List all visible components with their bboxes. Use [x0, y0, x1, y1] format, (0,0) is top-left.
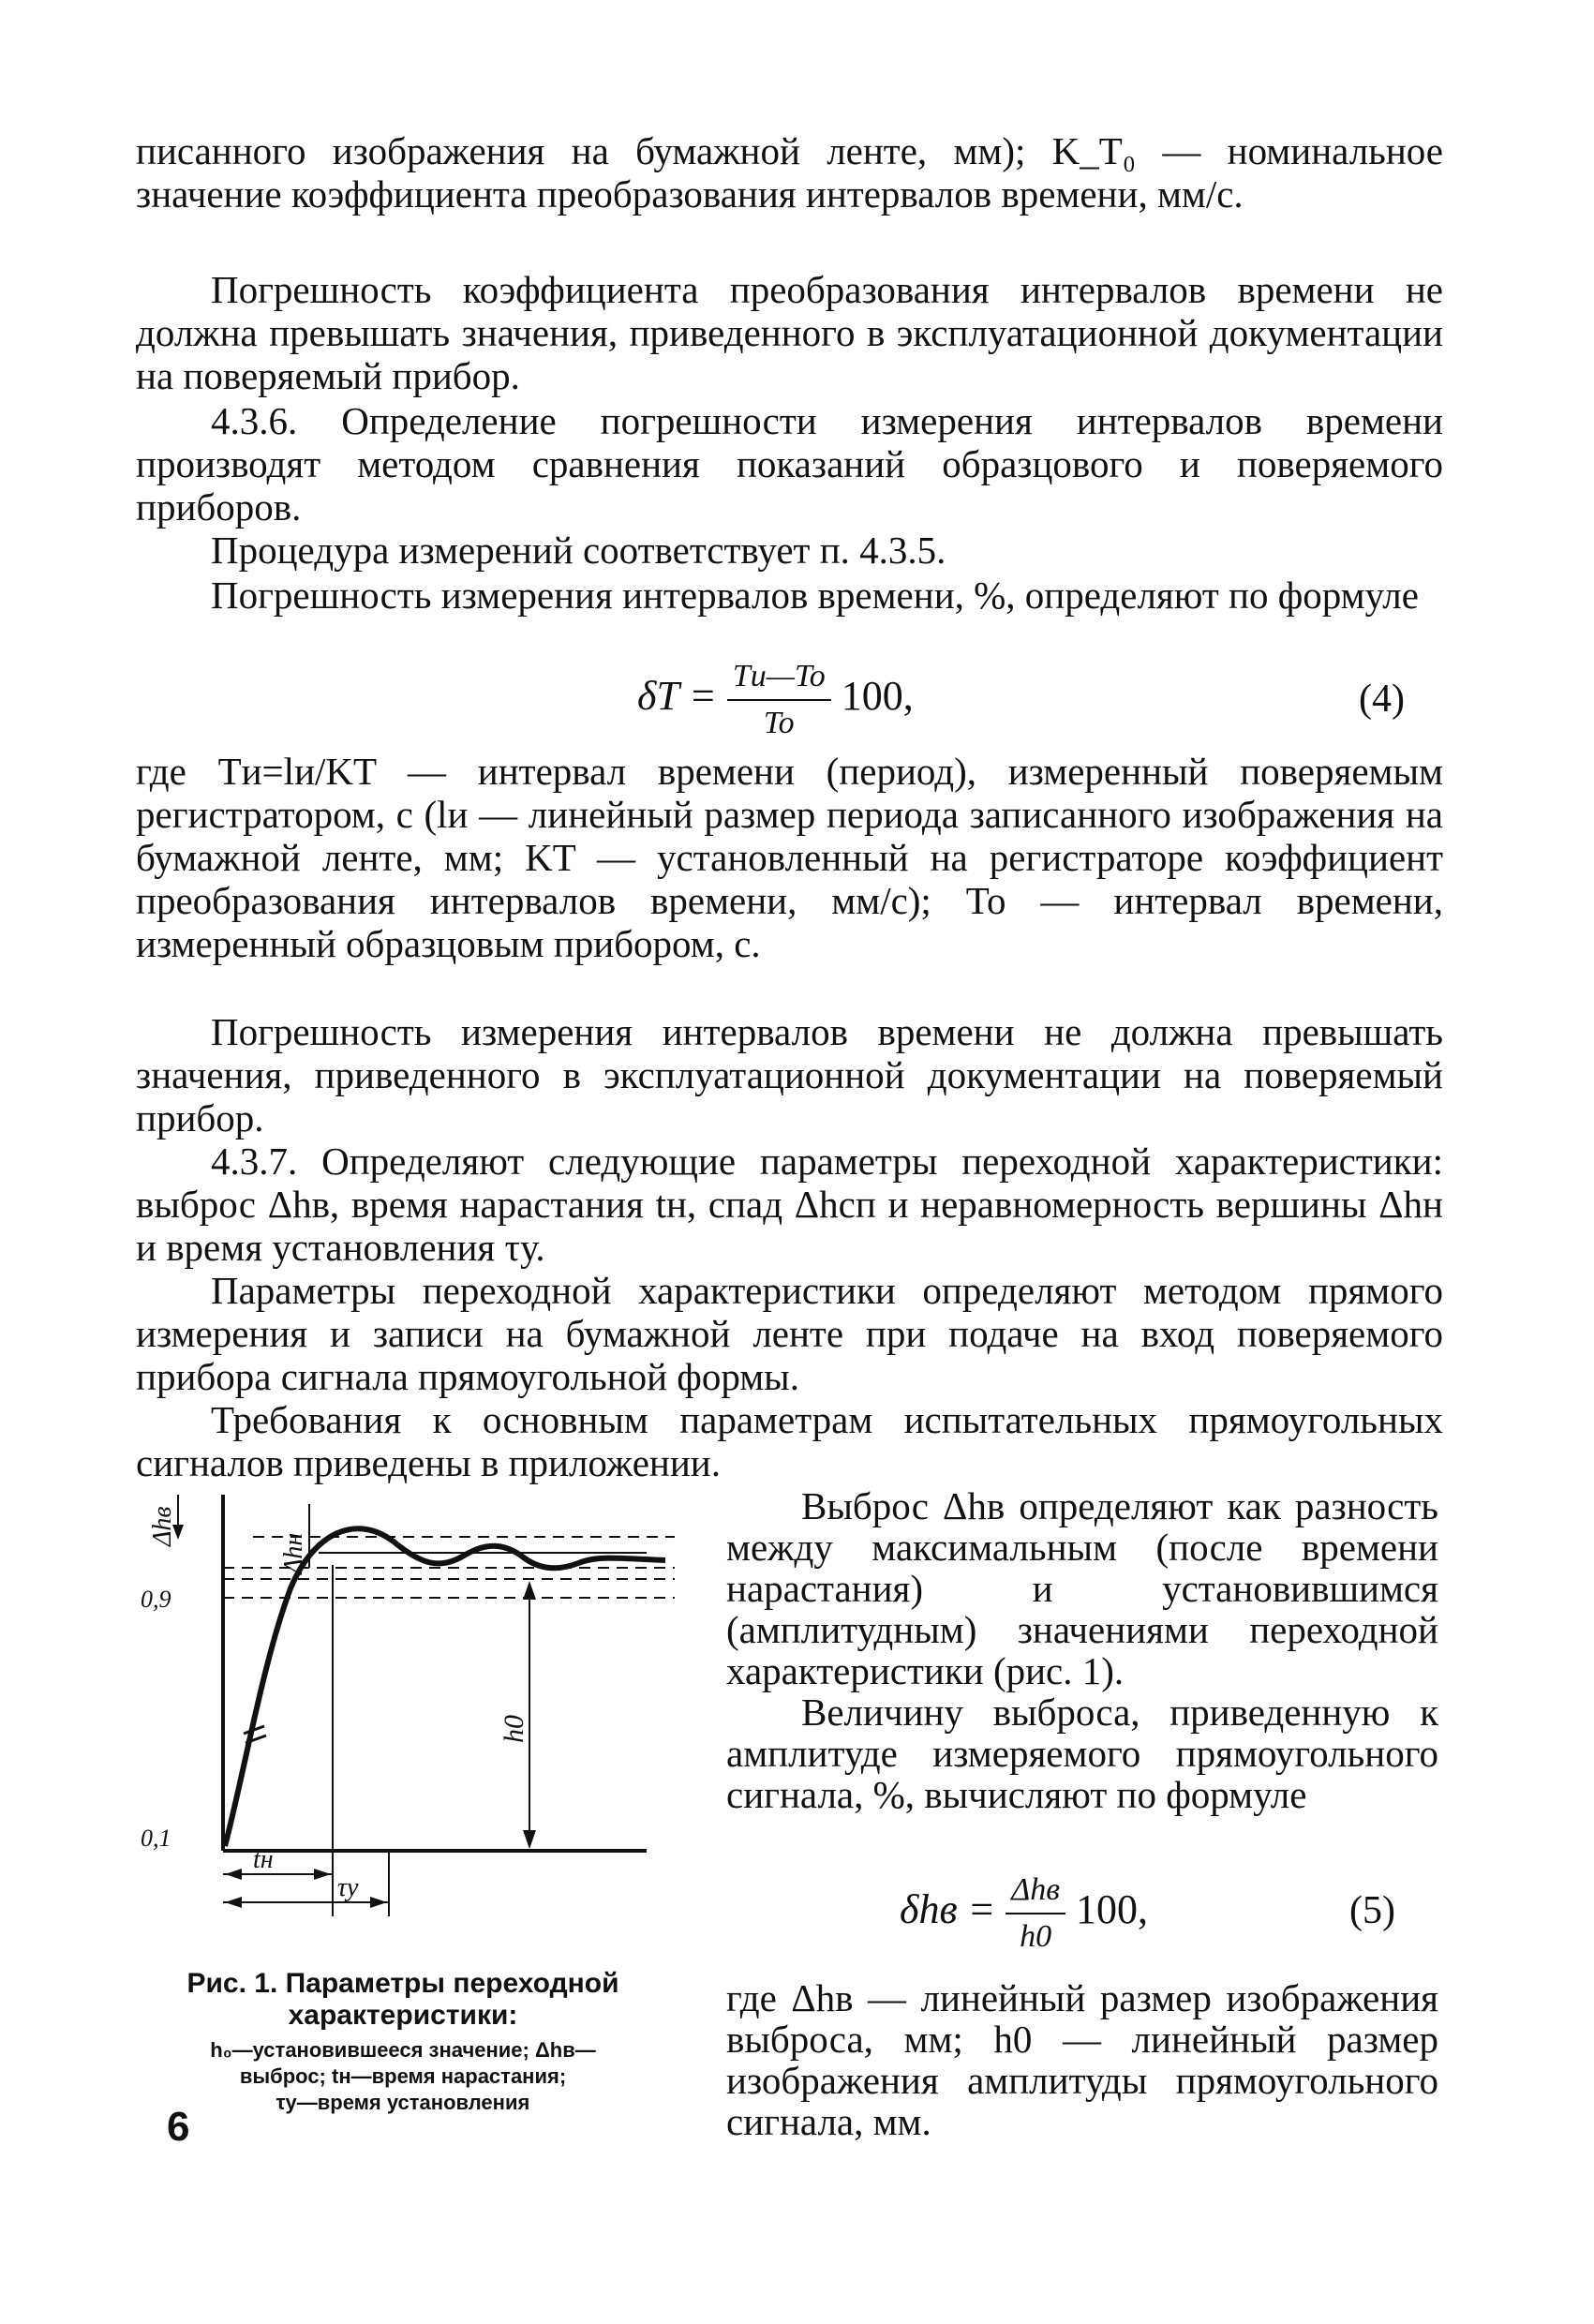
paragraph-6: где Tи=lи/KT — интервал времени (период), измеренный поверяемым регистратором, с (lи — линейный размер периода записанного изображения на бумажной ленте, мм; KT — установленный на регистраторе коэффициент преобразования интервалов времени, мм/с); To — интервал времени, измеренный образцовым прибором, с. — [136, 750, 1443, 965]
transient-response-figure — [141, 1476, 693, 1963]
figure-caption-legend-3: τу—время установления — [276, 2091, 530, 2114]
page-number: 6 — [167, 2104, 190, 2150]
label-01: 0,1 — [141, 1825, 171, 1852]
formula-5-denominator: h0 — [1020, 1919, 1052, 1954]
paragraph-12: Величину выброса, приведенную к амплитуде измеряемого прямоугольного сигнала, %, вычисляют по формуле — [726, 1691, 1438, 1816]
formula-4-rhs: 100, — [841, 673, 914, 720]
paragraph-10: Требования к основным параметрам испытательных прямоугольных сигналов приведены в приложении. — [136, 1398, 1443, 1484]
figure-caption-legend-2: выброс; tн—время нарастания; — [239, 2064, 567, 2088]
formula-4-fraction — [727, 656, 831, 744]
paragraph-2: Погрешность коэффициента преобразования интервалов времени не должна превышать значения, приведенного в эксплуатационной документации на поверяемый прибор. — [136, 268, 1443, 397]
equation-number-5: (5) — [1349, 1889, 1395, 1932]
formula-5 — [900, 1870, 1148, 1958]
label-ty: τy — [337, 1873, 359, 1902]
h0-arrow-bottom — [523, 1830, 536, 1849]
figure-caption-title: Рис. 1. Параметры переходной характеристики: — [186, 1968, 619, 2031]
equation-number-4: (4) — [1359, 678, 1405, 721]
formula-4-denominator: To — [763, 706, 795, 740]
figure-caption — [150, 1968, 656, 2116]
formula-4-numerator: Tи—To — [727, 656, 831, 701]
formula-5-lhs: δhв = — [900, 1886, 996, 1933]
label-09: 0,9 — [141, 1586, 171, 1613]
label-tn: tн — [253, 1845, 274, 1874]
formula-4 — [637, 656, 914, 744]
paragraph-3: 4.3.6. Определение погрешности измерения интервалов времени производят методом сравнения показаний образцового и поверяемого приборов. — [136, 399, 1443, 529]
ty-arrow-left — [225, 1897, 242, 1908]
formula-5-rhs: 100, — [1075, 1886, 1148, 1933]
paragraph-4: Процедура измерений соответствует п. 4.3.5. — [211, 529, 946, 572]
paragraph-11: Выброс Δhв определяют как разность между максимальным (после времени нарастания) и установившимся (амплитудным) значениями переходной характеристики (рис. 1). — [726, 1484, 1438, 1692]
tn-arrow-right — [314, 1869, 331, 1880]
formula-5-numerator: Δhв — [1006, 1870, 1065, 1914]
formula-4-lhs: δT = — [637, 673, 717, 720]
ty-arrow-right — [370, 1897, 387, 1908]
label-dhv: Δhв — [148, 1506, 177, 1546]
paragraph-9: Параметры переходной характеристики определяют методом прямого измерения и записи на бумажной ленте при подаче на вход поверяемого прибора сигнала прямоугольной формы. — [136, 1269, 1443, 1398]
paragraph-13: где Δhв — линейный размер изображения выброса, мм; h0 — линейный размер изображения амплитуды прямоугольного сигнала, мм. — [726, 1976, 1438, 2143]
tn-arrow-left — [225, 1869, 242, 1880]
transient-curve — [225, 1528, 665, 1846]
paragraph-5: Погрешность измерения интервалов времени, %, определяют по формуле — [211, 574, 1419, 617]
paragraph-7: Погрешность измерения интервалов времени не должна превышать значения, приведенного в эксплуатационной документации на поверяемый прибор. — [136, 1010, 1443, 1140]
paragraph-8: 4.3.7. Определяют следующие параметры переходной характеристики: выброс Δhв, время нарастания tн, спад Δhсп и неравномерность вершины Δhн и время установления τу. — [136, 1140, 1443, 1269]
label-dhn: Δhн — [279, 1532, 308, 1574]
label-h0: h0 — [499, 1715, 529, 1743]
paragraph-1: писанного изображения на бумажной ленте, мм); K_T₀ — номинальное значение коэффициента преобразования интервалов времени, мм/с. — [136, 129, 1443, 216]
figure-caption-legend-1: h₀—установившееся значение; Δhв— — [210, 2038, 596, 2062]
h0-arrow-top — [523, 1581, 536, 1600]
formula-5-fraction — [1006, 1870, 1065, 1958]
